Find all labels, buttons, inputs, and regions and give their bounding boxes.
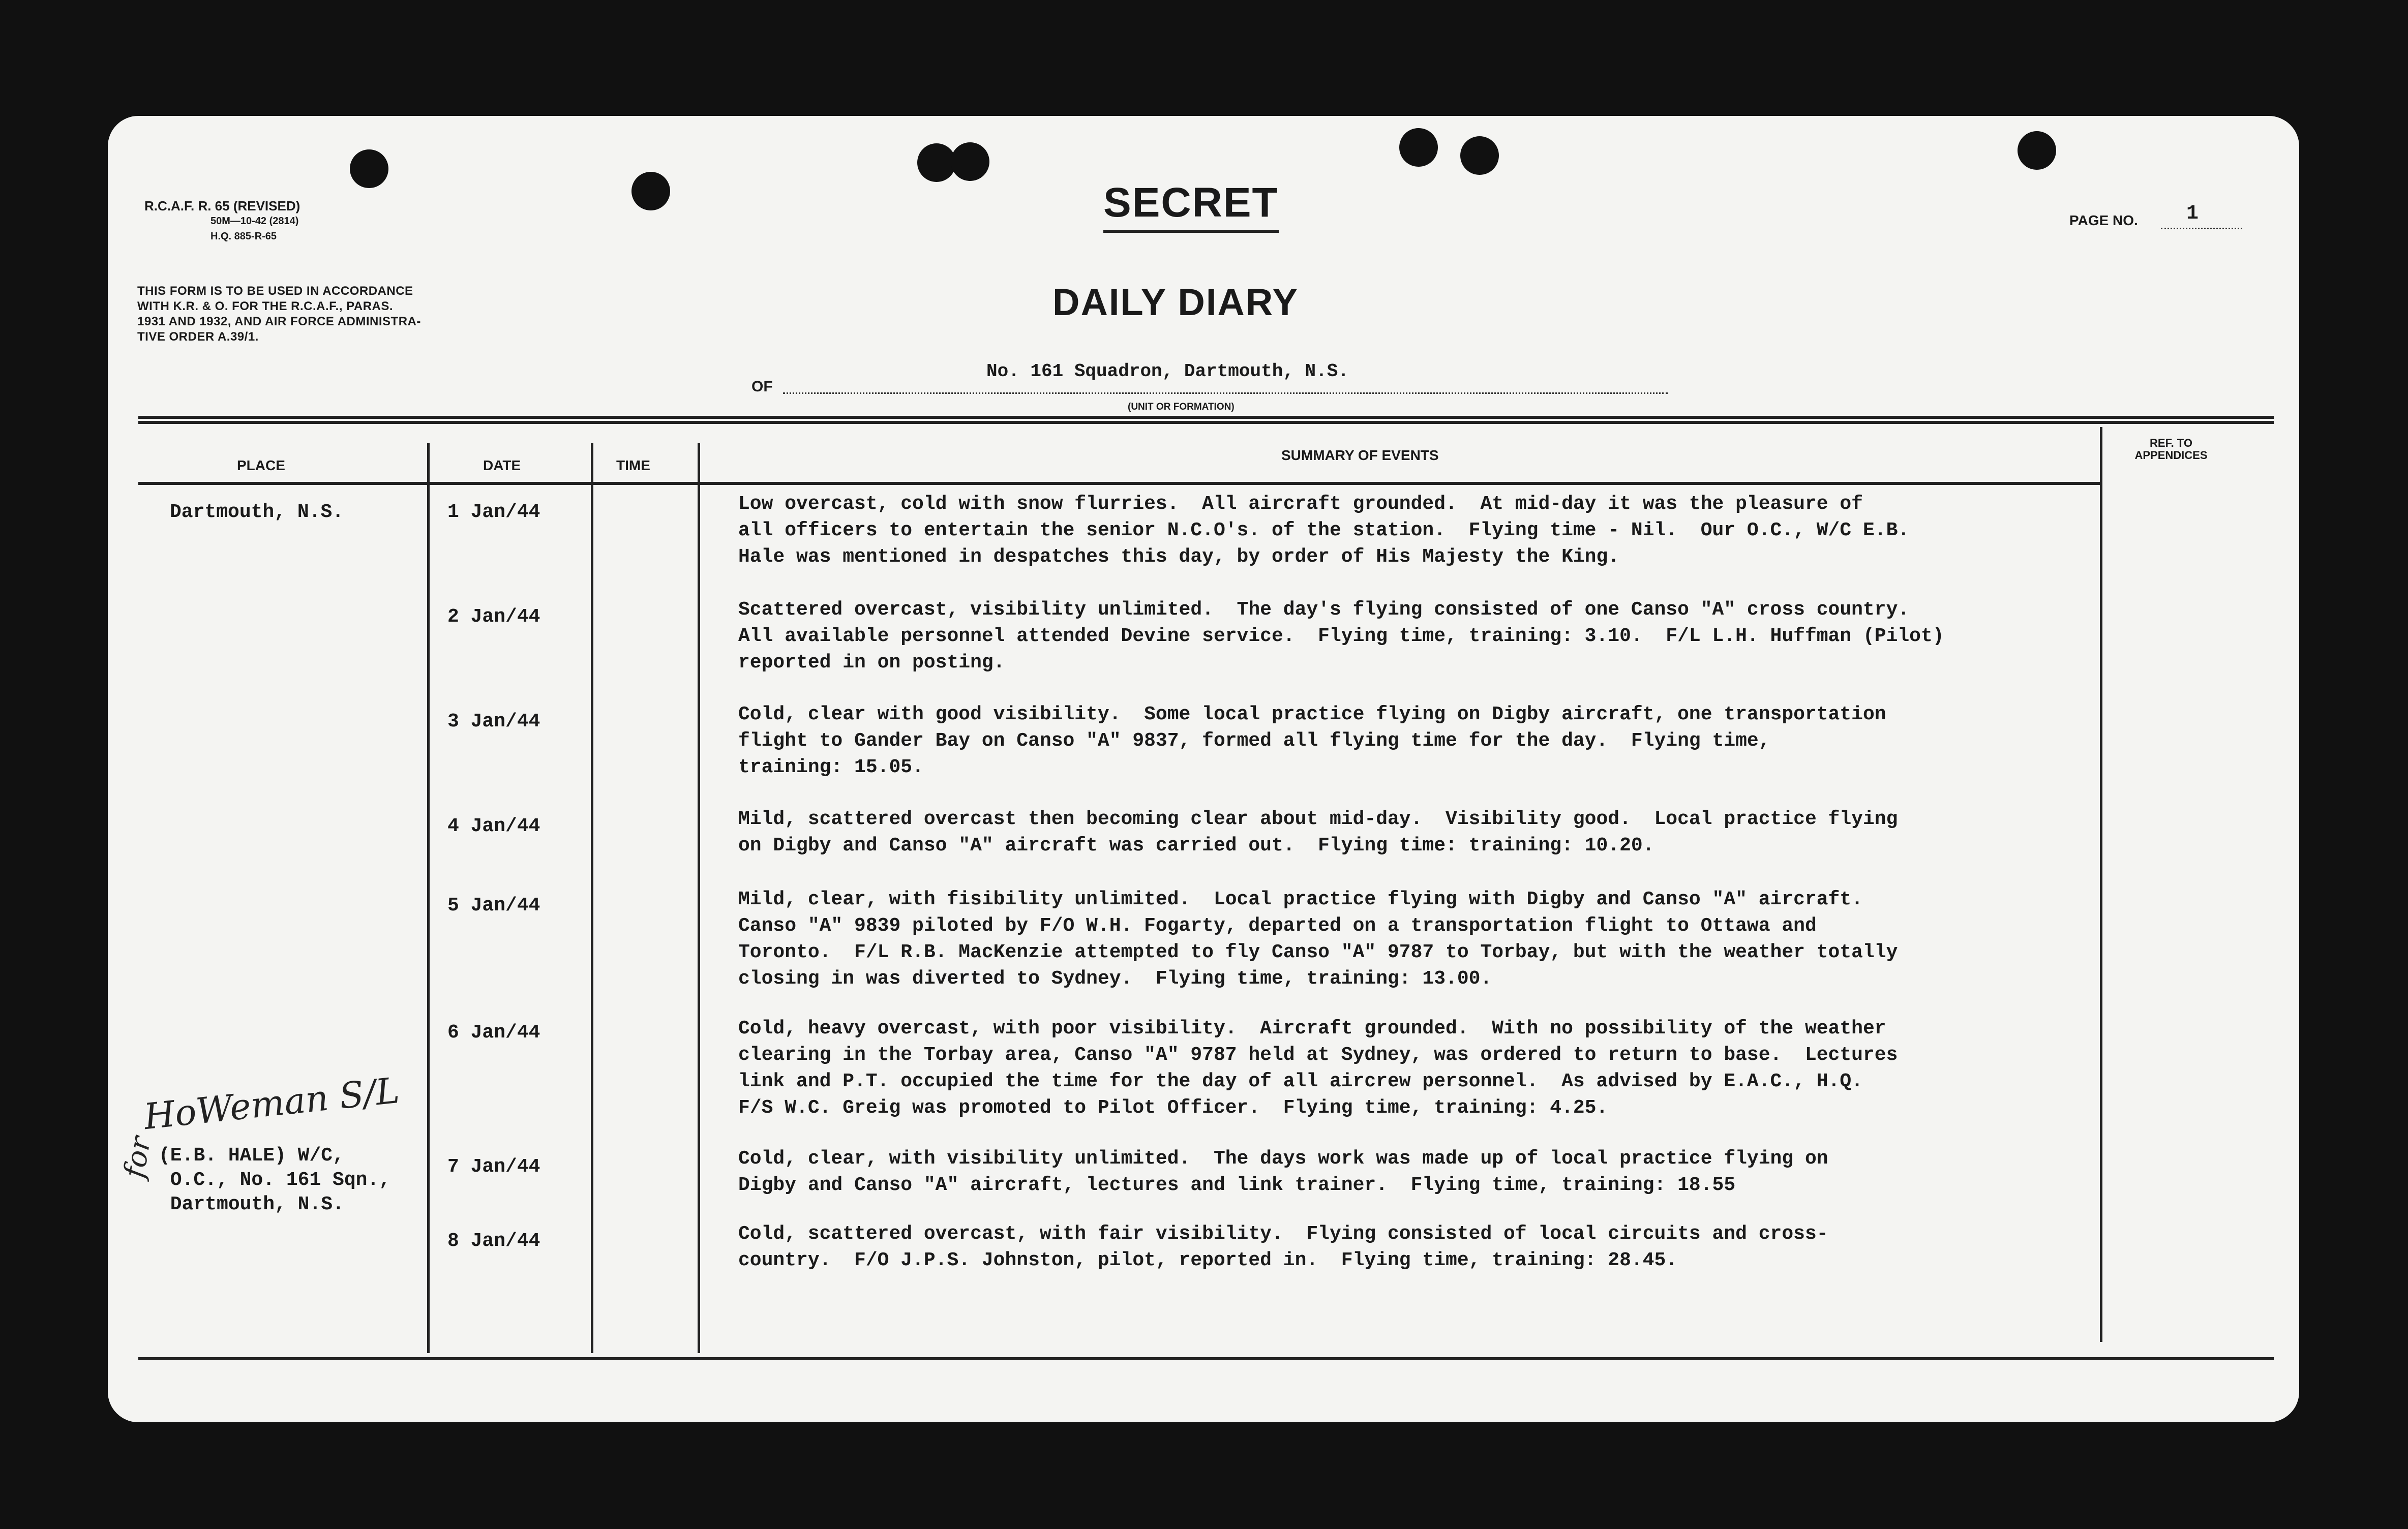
punch-hole <box>1460 136 1499 175</box>
form-hq-code: H.Q. 885-R-65 <box>210 231 277 242</box>
column-divider <box>427 443 430 1353</box>
entry-date: 4 Jan/44 <box>447 815 540 837</box>
of-label: OF <box>751 378 773 395</box>
table-top-rule <box>138 421 2274 424</box>
form-reference <box>144 198 300 244</box>
table-bottom-rule <box>138 1357 2274 1360</box>
column-header-summary: SUMMARY OF EVENTS <box>1281 447 1439 463</box>
entry-summary: Cold, heavy overcast, with poor visibility. Aircraft grounded. With no possibility of the weather clearing in the Torbay area, Canso "A" 9787 held at Sydney, was ordered to return to base. Lectures link and P.T. occupied the time for the day of all aircrew personnel. As advised by E.A.C., H.Q. F/S W.C. Greig was promoted to Pilot Officer. Flying time, training: 4.25. <box>738 1018 1898 1119</box>
column-divider <box>698 443 700 1353</box>
handwritten-signature: HoWeman S/L <box>142 1069 402 1138</box>
entry-summary: Low overcast, cold with snow flurries. All aircraft grounded. At mid-day it was the pleasure of all officers to entertain the senior N.C.O's. of the station. Flying time - Nil. Our O.C., W/C E.B. Hale was mentioned in despatches this day, by order of His Majesty the King. <box>738 493 1910 568</box>
unit-name: No. 161 Squadron, Dartmouth, N.S. <box>986 361 1349 382</box>
entry-date: 6 Jan/44 <box>447 1022 540 1044</box>
entry-summary: Cold, clear, with visibility unlimited. The days work was made up of local practice flying on Digby and Canso "A" aircraft, lectures and link trainer. Flying time, training: 18.55 <box>738 1148 1828 1196</box>
punch-hole <box>2018 131 2056 170</box>
page-number-line <box>2161 228 2242 229</box>
punch-hole <box>350 149 388 188</box>
page-number-label: PAGE NO. <box>2069 212 2138 228</box>
unit-underline <box>783 392 1668 394</box>
classification-label: SECRET <box>1103 179 1279 233</box>
handwritten-for-mark: for <box>117 1134 158 1181</box>
column-header-appendices <box>2120 437 2222 462</box>
entry-summary: Mild, clear, with fisibility unlimited. Local practice flying with Digby and Canso "A" aircraft. Canso "A" 9839 piloted by F/O W.H. Fogarty, departed on a transportation flight to Ottawa and Toronto. F/L R.B. MacKenzie attempted to fly Canso "A" 9787 to Torbay, but with the weather totally closing in was diverted to Sydney. Flying time, training: 13.00. <box>738 889 1898 990</box>
unit-caption: (UNIT OR FORMATION) <box>1128 402 1235 412</box>
page-number: 1 <box>2186 202 2199 225</box>
column-divider <box>591 443 593 1353</box>
entry-summary: Cold, scattered overcast, with fair visibility. Flying consisted of local circuits and cross- country. F/O J.P.S. Johnston, pilot, reported in. Flying time, training: 28.45. <box>738 1223 1828 1271</box>
notice-line: WITH K.R. & O. FOR THE R.C.A.F., PARAS. <box>137 299 394 313</box>
entry-date: 5 Jan/44 <box>447 895 540 916</box>
page-title: DAILY DIARY <box>1052 281 1299 323</box>
signature-block: (E.B. HALE) W/C, O.C., No. 161 Sqn., Dartmouth, N.S. <box>159 1145 391 1215</box>
form-notice <box>137 284 534 345</box>
notice-line: 1931 AND 1932, AND AIR FORCE ADMINISTRA- <box>137 315 421 328</box>
column-header-time: TIME <box>616 457 650 473</box>
entry-date: 2 Jan/44 <box>447 606 540 628</box>
punch-hole <box>951 142 989 181</box>
form-number: R.C.A.F. R. 65 (REVISED) <box>144 198 300 213</box>
entry-date: 8 Jan/44 <box>447 1230 540 1252</box>
column-header-place: PLACE <box>237 457 285 473</box>
entry-summary: Cold, clear with good visibility. Some local practice flying on Digby aircraft, one transportation flight to Gander Bay on Canso "A" 9837, formed all flying time for the day. Flying time, training: 15.05. <box>738 704 1886 778</box>
entry-date: 1 Jan/44 <box>447 501 540 523</box>
entry-summary: Mild, scattered overcast then becoming clear about mid-day. Visibility good. Local practice flying on Digby and Canso "A" aircraft was carried out. Flying time: training: 10.20. <box>738 808 1898 857</box>
punch-hole <box>631 172 670 210</box>
table-top-rule <box>138 416 2274 419</box>
place-value: Dartmouth, N.S. <box>170 501 344 523</box>
entry-summary: Scattered overcast, visibility unlimited. The day's flying consisted of one Canso "A" cross country. All available personnel attended Devine service. Flying time, training: 3.10. F/L L.H. Huffman (Pilot) reported in on posting. <box>738 599 1944 674</box>
form-print-code: 50M—10-42 (2814) <box>210 216 299 227</box>
notice-line: TIVE ORDER A.39/1. <box>137 330 259 344</box>
punch-hole <box>1399 128 1438 167</box>
column-header-date: DATE <box>483 457 521 473</box>
punch-hole <box>917 143 956 182</box>
appendices-label-line: REF. TO <box>2150 437 2192 449</box>
header-rule <box>138 482 2101 485</box>
entry-date: 3 Jan/44 <box>447 711 540 732</box>
entry-date: 7 Jan/44 <box>447 1156 540 1178</box>
notice-line: THIS FORM IS TO BE USED IN ACCORDANCE <box>137 284 413 298</box>
appendices-label-line: APPENDICES <box>2134 449 2208 462</box>
